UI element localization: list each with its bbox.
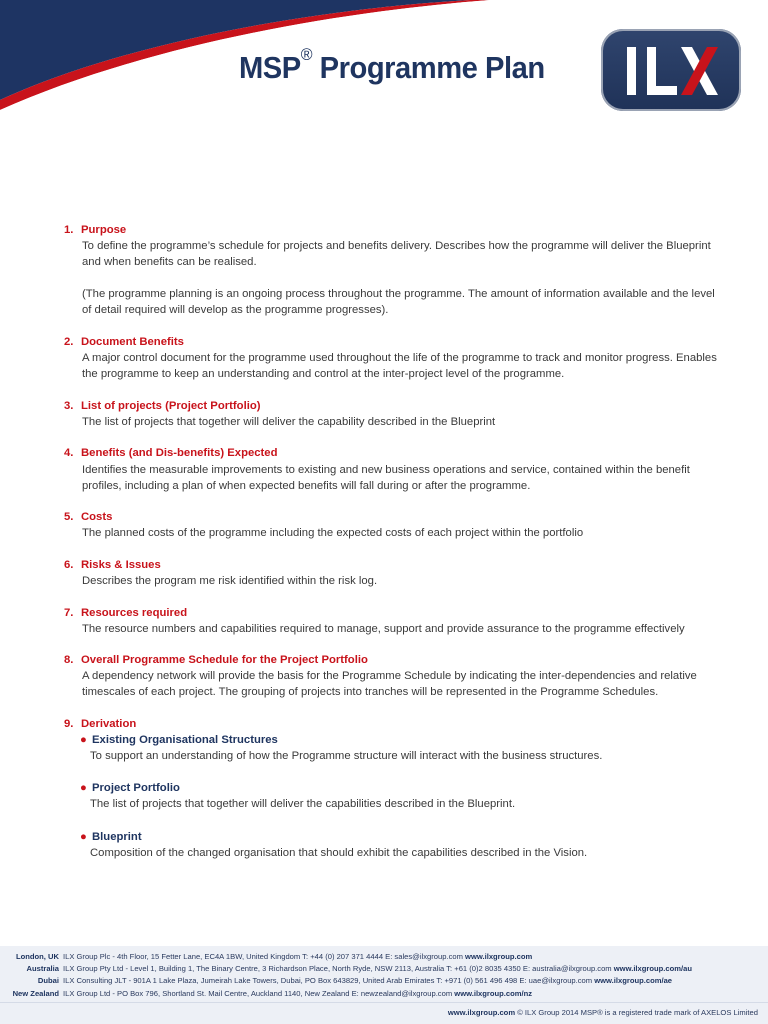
section-heading: 2. Document Benefits — [64, 335, 184, 348]
office-row — [0, 988, 768, 1000]
section-heading: 8. Overall Programme Schedule for the Project Portfolio — [64, 654, 368, 667]
derivation-item-body: To support an understanding of how the Programme structure will interact with the business structures. — [90, 750, 603, 763]
office-address: ILX Group Ltd - PO Box 796, Shortland St. Mail Centre, Auckland 1140, New Zealand E: newzealand@ilxgroup.com www.ilxgroup.com/nz — [63, 988, 533, 998]
section-derivation — [64, 716, 724, 861]
section-8 — [64, 652, 724, 700]
office-web-link[interactable]: www.ilxgroup.com/ae — [594, 976, 673, 986]
section-paragraph: (The programme planning is an ongoing process throughout the programme. The amount of information available and the level of detail required will develop as the programme progresses). — [82, 288, 715, 317]
office-web-link[interactable]: www.ilxgroup.com/nz — [454, 988, 533, 998]
derivation-item-body: The list of projects that together will deliver the capabilities described in the Blueprint. — [90, 798, 516, 811]
document-body — [64, 222, 724, 876]
office-address: ILX Group Plc - 4th Floor, 15 Fetter Lane, EC4A 1BW, United Kingdom T: +44 (0) 207 371 4444 E: sales@ilxgroup.com www.ilxgroup.com — [63, 952, 533, 961]
section-heading: 9. Derivation — [64, 718, 137, 731]
section-paragraph: A dependency network will provide the basis for the Programme Schedule by indicating the inter-dependencies and relative timescales of each project. The grouping of projects into tranches will be represented in the Programme Schedules. — [82, 670, 697, 699]
derivation-item — [64, 829, 724, 861]
section-heading: 6. Risks & Issues — [64, 558, 161, 571]
office-city: London, UK — [15, 952, 59, 961]
section-heading: 1. Purpose — [64, 224, 127, 236]
office-city: Dubai — [37, 976, 59, 986]
section-heading: 4. Benefits (and Dis-benefits) Expected — [64, 447, 278, 460]
office-row — [0, 963, 768, 975]
section-paragraph: The planned costs of the programme including the expected costs of each project within the portfolio — [82, 527, 584, 540]
section-heading: 7. Resources required — [64, 606, 188, 619]
bullet-icon: ● — [80, 734, 87, 747]
office-row — [0, 951, 768, 963]
page-title: MSP® Programme Plan — [239, 45, 545, 85]
office-city: Australia — [26, 964, 59, 974]
page-footer — [0, 946, 768, 1024]
section-heading: 5. Costs — [64, 511, 113, 524]
office-web-link[interactable]: www.ilxgroup.com — [465, 952, 533, 961]
section-paragraph: A major control document for the programme used throughout the life of the programme to track and monitor progress. Enables the programme to keep an understanding and control at the inter-project level of the programme. — [82, 352, 717, 381]
section-4 — [64, 445, 724, 493]
section-5 — [64, 509, 724, 541]
office-address: ILX Group Pty Ltd - Level 1, Building 1, The Binary Centre, 3 Richardson Place, North Ryde, NSW 2113, Australia T: +61 (0)2 8035 4350 E: australia@ilxgroup.com www.ilxgroup.com/au — [63, 964, 692, 974]
derivation-item-heading: ● Existing Organisational Structures — [80, 732, 724, 748]
footer-divider — [0, 1002, 768, 1003]
derivation-item-heading: ● Project Portfolio — [80, 780, 724, 796]
section-paragraph: Describes the program me risk identified within the risk log. — [82, 575, 378, 587]
page-header — [0, 0, 768, 120]
derivation-item-body: Composition of the changed organisation that should exhibit the capabilities described in the Vision. — [90, 846, 588, 859]
derivation-item — [64, 780, 724, 812]
section-paragraph: The list of projects that together will deliver the capability described in the Blueprint — [82, 415, 496, 428]
section-7 — [64, 605, 724, 637]
footer-copyright: www.ilxgroup.com © ILX Group 2014 MSP® is a registered trade mark of AXELOS Limited — [447, 1008, 758, 1017]
bullet-icon: ● — [80, 782, 87, 795]
ilx-logo — [601, 29, 741, 111]
section-paragraph: Identifies the measurable improvements to existing and new business operations and service, contained within the benefit profiles, including a plan of when expected benefits will fall during or after the programme. — [82, 463, 690, 492]
derivation-item-heading: ● Blueprint — [80, 829, 724, 845]
section-6 — [64, 557, 724, 589]
derivation-item — [64, 732, 724, 764]
section-heading: 3. List of projects (Project Portfolio) — [64, 399, 261, 412]
office-address: ILX Consulting JLT - 901A 1 Lake Plaza, Jumeirah Lake Towers, Dubai, PO Box 643829, United Arab Emirates T: +971 (0) 561 496 498 E: uae@ilxgroup.com www.ilxgroup.com/ae — [63, 976, 673, 986]
bullet-icon: ● — [80, 830, 87, 843]
section-paragraph: To define the programme’s schedule for projects and benefits delivery. Describes how the programme will deliver the Blueprint and when benefits can be realised. — [82, 240, 711, 269]
office-city: New Zealand — [12, 988, 59, 998]
section-1 — [64, 222, 724, 318]
office-row — [0, 975, 768, 987]
section-paragraph: The resource numbers and capabilities required to manage, support and provide assurance to the programme effectively — [82, 622, 685, 635]
section-3 — [64, 398, 724, 430]
office-web-link[interactable]: www.ilxgroup.com/au — [613, 964, 692, 974]
section-2 — [64, 334, 724, 382]
